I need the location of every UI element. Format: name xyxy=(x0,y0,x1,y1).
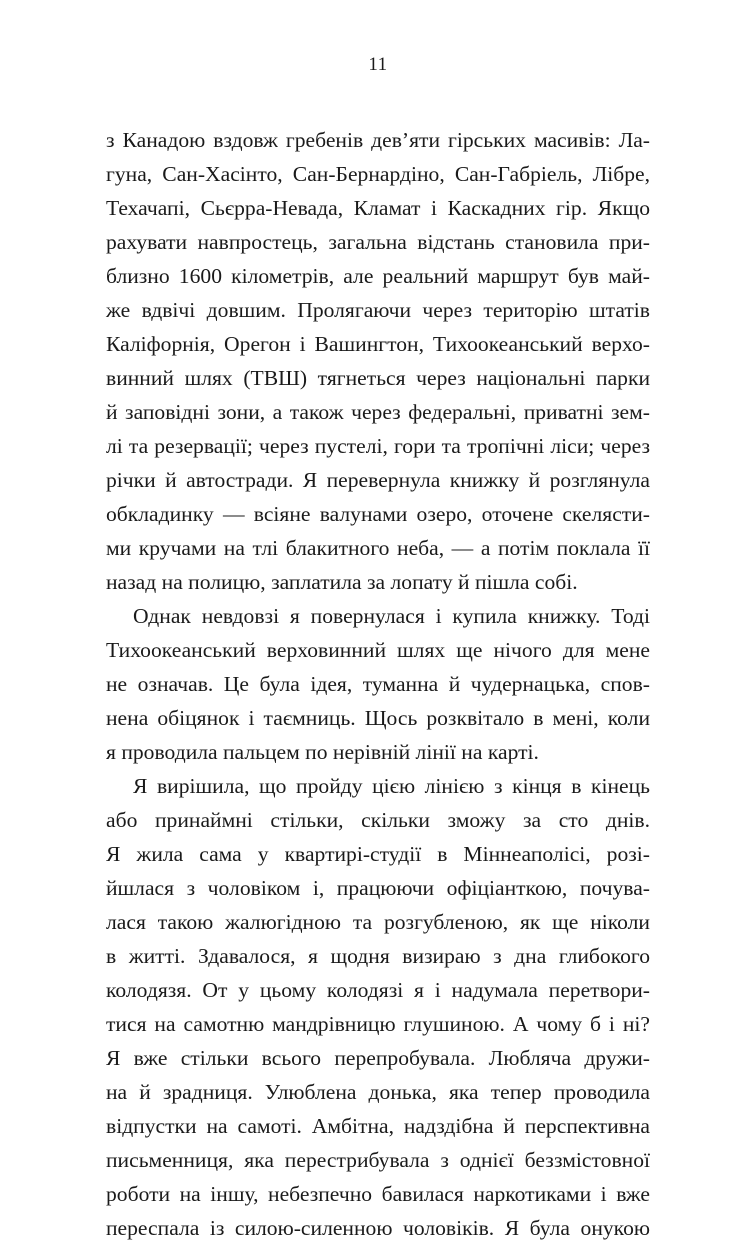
text-line: близно 1600 кілометрів, але реальний маршрут був май- xyxy=(106,264,650,288)
text-line: не означав. Це була ідея, туманна й чудернацька, спов- xyxy=(106,672,650,696)
text-line: колодязя. От у цьому колодязі я і надумала перетвори- xyxy=(106,978,650,1002)
text-line: Однак невдовзі я повернулася і купила книжку. Тоді xyxy=(133,604,650,628)
text-line: й заповідні зони, а також через федеральні, приватні зем- xyxy=(106,400,650,424)
text-line: же вдвічі довшим. Пролягаючи через територію штатів xyxy=(106,298,650,322)
paragraph-3 xyxy=(106,769,650,1245)
text-line: обкладинку — всіяне валунами озеро, оточене скелясти- xyxy=(106,502,650,526)
text-line: назад на полицю, заплатила за лопату й пішла собі. xyxy=(106,570,578,594)
text-line: тися на самотню мандрівницю глушиною. А чому б і ні? xyxy=(106,1012,650,1036)
text-line: на й зрадниця. Улюблена донька, яка тепер проводила xyxy=(106,1080,650,1104)
text-line: Я вирішила, що пройду цією лінією з кінця в кінець xyxy=(133,774,650,798)
text-line: йшлася з чоловіком і, працюючи офіціанткою, почува- xyxy=(106,876,650,900)
paragraph-1 xyxy=(106,123,650,599)
text-line: річки й автостради. Я перевернула книжку й розглянула xyxy=(106,468,650,492)
text-line: роботи на іншу, небезпечно бавилася наркотиками і вже xyxy=(106,1182,650,1206)
text-line: лася такою жалюгідною та розгубленою, як ще ніколи xyxy=(106,910,650,934)
text-line: нена обіцянок і таємниць. Щось розквітало в мені, коли xyxy=(106,706,650,730)
text-line: з Канадою вздовж гребенів дев’яти гірських масивів: Ла- xyxy=(106,128,650,152)
text-line: гуна, Сан-Хасінто, Сан-Бернардіно, Сан-Габріель, Лібре, xyxy=(106,162,650,186)
page-number: 11 xyxy=(368,54,388,75)
text-line: відпустки на самоті. Амбітна, надздібна й перспективна xyxy=(106,1114,650,1138)
body-text xyxy=(106,123,650,1245)
text-line: письменниця, яка перестрибувала з однієї беззмістовної xyxy=(106,1148,650,1172)
text-line: рахувати навпростець, загальна відстань становила при- xyxy=(106,230,650,254)
text-line: Техачапі, Сьєрра-Невада, Кламат і Каскадних гір. Якщо xyxy=(106,196,650,220)
text-line: винний шлях (ТВШ) тягнеться через національні парки xyxy=(106,366,650,390)
text-line: лі та резервації; через пустелі, гори та тропічні ліси; через xyxy=(106,434,650,458)
text-line: в житті. Здавалося, я щодня визираю з дна глибокого xyxy=(106,944,650,968)
text-line: я проводила пальцем по нерівній лінії на карті. xyxy=(106,740,539,764)
text-line: переспала із силою-силенною чоловіків. Я була онукою xyxy=(106,1216,650,1240)
text-line: Я вже стільки всього перепробувала. Любляча дружи- xyxy=(106,1046,650,1070)
text-line: Тихоокеанський верховинний шлях ще нічого для мене xyxy=(106,638,650,662)
text-line: Каліфорнія, Орегон і Вашингтон, Тихоокеанський верхо- xyxy=(106,332,650,356)
text-line: Я жила сама у квартирі-студії в Міннеаполісі, розі- xyxy=(106,842,650,866)
text-line: або принаймні стільки, скільки зможу за сто днів. xyxy=(106,808,650,832)
text-line: ми кручами на тлі блакитного неба, — а потім поклала її xyxy=(106,536,650,560)
paragraph-2 xyxy=(106,599,650,769)
